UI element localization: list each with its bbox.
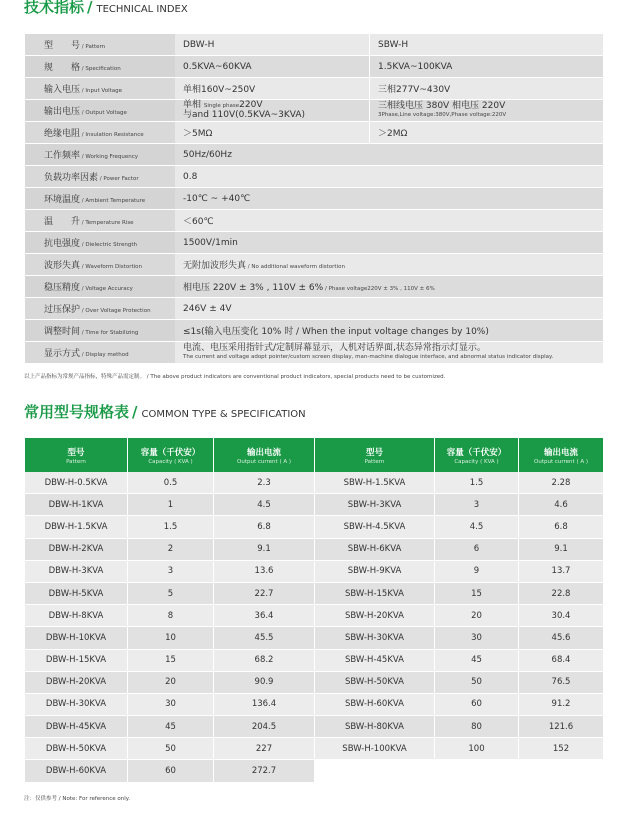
table-cell: 10 bbox=[128, 627, 214, 649]
output-sbw-en: 3Phase,Line voltage:380V,Phase voltage:220V bbox=[378, 111, 507, 118]
column-header bbox=[435, 438, 519, 472]
spec-value-cn: 电流、电压采用指针式/定制屏幕显示，人机对话界面,状态异常指示灯显示。 bbox=[183, 342, 486, 353]
table-cell: 20 bbox=[128, 672, 214, 694]
spec-label-cn: 规 格 bbox=[44, 63, 81, 73]
table-cell: 13.6 bbox=[214, 561, 315, 583]
table-cell: DBW-H-60KVA bbox=[25, 760, 128, 782]
spec-label-cn: 调整时间 bbox=[44, 327, 81, 337]
table-cell: 1 bbox=[128, 494, 214, 516]
footnote-en: Note: For reference only. bbox=[62, 796, 130, 802]
table-row bbox=[25, 539, 603, 561]
spec-value-merged: 相电压 220V ± 3% , 110V ± 6% / Phase voltage220V ± 3% , 110V ± 6% bbox=[175, 276, 603, 298]
spec-label-en: Dielectric Strength bbox=[85, 242, 137, 248]
table-cell: SBW-H-30KVA bbox=[315, 627, 435, 649]
table-row bbox=[25, 694, 603, 716]
table-cell: 3 bbox=[128, 561, 214, 583]
table-cell: 227 bbox=[214, 738, 315, 760]
column-header-en: Capacity ( KVA ) bbox=[148, 458, 193, 465]
column-header-en: Capacity ( KVA ) bbox=[454, 458, 499, 465]
spec-row bbox=[25, 122, 603, 144]
spec-row bbox=[25, 78, 603, 100]
spec-value-dbw: ＞5MΩ bbox=[175, 122, 369, 144]
spec-row bbox=[25, 254, 603, 276]
table-cell: DBW-H-8KVA bbox=[25, 605, 128, 627]
table-cell: 76.5 bbox=[519, 672, 603, 694]
table-cell: 80 bbox=[435, 716, 519, 738]
table-cell: 6.8 bbox=[519, 516, 603, 538]
table-cell: 272.7 bbox=[214, 760, 315, 782]
table-cell: 30 bbox=[435, 627, 519, 649]
column-header bbox=[315, 438, 435, 472]
spec-value-cn: 相电压 220V ± 3% , 110V ± 6% bbox=[183, 283, 324, 293]
spec-value-merged bbox=[175, 210, 603, 232]
spec-row bbox=[25, 34, 603, 56]
table-cell: SBW-H-9KVA bbox=[315, 561, 435, 583]
table-cell: 60 bbox=[128, 760, 214, 782]
spec-value-cn: 0.8 bbox=[183, 171, 198, 182]
table-cell: 22.7 bbox=[214, 583, 315, 605]
table-cell: 5 bbox=[128, 583, 214, 605]
table-cell: 45.5 bbox=[214, 627, 315, 649]
spec-label-cn: 输入电压 bbox=[44, 85, 81, 95]
common-type-table bbox=[25, 438, 603, 783]
output-dbw-line2: 与and 110V(0.5KVA~3KVA) bbox=[183, 110, 306, 120]
spec-value-merged bbox=[175, 166, 603, 188]
table-cell bbox=[435, 760, 519, 782]
table-cell: 68.2 bbox=[214, 650, 315, 672]
spec-value-merged bbox=[175, 342, 603, 364]
spec-label: 调整时间 / Time for Stabilizing bbox=[25, 320, 175, 342]
table-cell: 4.5 bbox=[214, 494, 315, 516]
table-cell: 45 bbox=[128, 716, 214, 738]
table-row bbox=[25, 583, 603, 605]
table-cell: 13.7 bbox=[519, 561, 603, 583]
table-row bbox=[25, 494, 603, 516]
spec-label-en: Insulation Resistance bbox=[85, 132, 144, 138]
table-cell: 121.6 bbox=[519, 716, 603, 738]
technical-title-cn: 技术指标 bbox=[24, 0, 85, 16]
table-cell: SBW-H-6KVA bbox=[315, 539, 435, 561]
spec-label-en: Voltage Accuracy bbox=[85, 286, 133, 292]
spec-value-sbw: SBW-H bbox=[370, 34, 603, 56]
table-header-row bbox=[25, 438, 603, 472]
table-cell: 50 bbox=[435, 672, 519, 694]
table-cell: 45 bbox=[435, 650, 519, 672]
table-cell: SBW-H-80KVA bbox=[315, 716, 435, 738]
output-dbw-value: 220V bbox=[239, 100, 263, 110]
spec-label-cn: 稳压精度 bbox=[44, 283, 81, 293]
spec-label-cn: 抗电强度 bbox=[44, 239, 81, 249]
spec-label: 温 升 / Temperature Rise bbox=[25, 210, 175, 232]
spec-note-en: The above product indicators are conventional product indicators, special products need to be customized. bbox=[150, 374, 446, 380]
spec-label: 负载功率因素 / Power Factor bbox=[25, 166, 175, 188]
spec-value-sbw: 三相277V~430V bbox=[370, 78, 603, 100]
table-cell: 9 bbox=[435, 561, 519, 583]
table-cell: 30 bbox=[128, 694, 214, 716]
column-header-cn: 输出电流 bbox=[543, 447, 578, 458]
table-cell: 6.8 bbox=[214, 516, 315, 538]
spec-label-cn: 显示方式 bbox=[44, 349, 81, 359]
spec-label-en: Waveform Distortion bbox=[85, 264, 142, 270]
spec-label-cn: 输出电压 bbox=[44, 107, 81, 117]
table-row bbox=[25, 561, 603, 583]
table-row bbox=[25, 716, 603, 738]
table-cell: 45.6 bbox=[519, 627, 603, 649]
table-cell: 3 bbox=[435, 494, 519, 516]
table-cell: SBW-H-45KVA bbox=[315, 650, 435, 672]
output-dbw-en: Single phase bbox=[203, 103, 240, 109]
table-cell: SBW-H-50KVA bbox=[315, 672, 435, 694]
spec-label-cn: 负载功率因素 bbox=[44, 173, 99, 183]
technical-title-en: TECHNICAL INDEX bbox=[96, 4, 188, 15]
spec-row bbox=[25, 320, 603, 342]
spec-value-sbw: 1.5KVA~100KVA bbox=[370, 56, 603, 78]
table-cell: 36.4 bbox=[214, 605, 315, 627]
table-row bbox=[25, 472, 603, 494]
table-cell: 90.9 bbox=[214, 672, 315, 694]
spec-label-cn: 型 号 bbox=[44, 41, 81, 51]
table-cell: 50 bbox=[128, 738, 214, 760]
table-cell: 6 bbox=[435, 539, 519, 561]
table-cell: DBW-H-15KVA bbox=[25, 650, 128, 672]
spec-value-cn: 50Hz/60Hz bbox=[183, 149, 232, 160]
table-cell: SBW-H-4.5KVA bbox=[315, 516, 435, 538]
spec-label-cn: 温 升 bbox=[44, 217, 81, 227]
spec-label-en: Power Factor bbox=[103, 176, 139, 182]
technical-index-title bbox=[24, 0, 188, 17]
column-header-en: Output current ( A ) bbox=[534, 458, 588, 465]
spec-label-cn: 环境温度 bbox=[44, 195, 81, 205]
output-dbw-prefix: 单相 bbox=[183, 100, 202, 110]
table-cell: SBW-H-100KVA bbox=[315, 738, 435, 760]
table-cell: 1.5 bbox=[128, 516, 214, 538]
spec-label: 绝缘电阻 / Insulation Resistance bbox=[25, 122, 175, 144]
spec-label: 抗电强度 / Dielectric Strength bbox=[25, 232, 175, 254]
spec-label-cn: 波形失真 bbox=[44, 261, 81, 271]
spec-label: 稳压精度 / Voltage Accuracy bbox=[25, 276, 175, 298]
table-cell: 2 bbox=[128, 539, 214, 561]
spec-note: 以上产品指标为常规产品指标，特殊产品需定制。 / The above product indicators are conventional product indicators, special products need to be customized. bbox=[24, 374, 446, 380]
title-slash: / bbox=[87, 0, 93, 16]
spec-label: 显示方式 / Display method bbox=[25, 342, 175, 364]
output-sbw-cn: 三相线电压 380V 相电压 220V bbox=[378, 100, 506, 111]
spec-label: 输入电压 / Input Voltage bbox=[25, 78, 175, 100]
spec-row bbox=[25, 56, 603, 78]
table-cell: 20 bbox=[435, 605, 519, 627]
footnote-cn: 注：仅供参考 bbox=[24, 796, 58, 802]
column-header bbox=[214, 438, 315, 472]
column-header-en: Pattern bbox=[364, 458, 385, 465]
table-cell: 68.4 bbox=[519, 650, 603, 672]
table-cell: SBW-H-1.5KVA bbox=[315, 472, 435, 494]
spec-value-merged bbox=[175, 144, 603, 166]
spec-label: 型 号 / Pattern bbox=[25, 34, 175, 56]
common-title-cn: 常用型号规格表 bbox=[24, 403, 130, 421]
column-header bbox=[25, 438, 128, 472]
spec-label: 过压保护 / Over Voltage Protection bbox=[25, 298, 175, 320]
table-cell: 15 bbox=[435, 583, 519, 605]
table-cell: 4.5 bbox=[435, 516, 519, 538]
spec-value-sbw bbox=[370, 100, 603, 122]
spec-value-dbw: DBW-H bbox=[175, 34, 369, 56]
spec-value-cn: -10℃ ~ +40℃ bbox=[183, 193, 251, 204]
table-row bbox=[25, 738, 603, 760]
table-cell: DBW-H-50KVA bbox=[25, 738, 128, 760]
table-cell: 60 bbox=[435, 694, 519, 716]
spec-value-merged bbox=[175, 298, 603, 320]
spec-value-en: The current and voltage adopt pointer/custom screen display, man-machine dialogue interface, and abnormal status indicator display. bbox=[183, 353, 554, 360]
spec-label-en: Specification bbox=[85, 66, 121, 72]
table-row bbox=[25, 760, 603, 782]
spec-label-cn: 过压保护 bbox=[44, 305, 81, 315]
spec-label-en: Pattern bbox=[85, 44, 106, 50]
table-cell: 204.5 bbox=[214, 716, 315, 738]
spec-note-cn: 以上产品指标为常规产品指标，特殊产品需定制。 bbox=[24, 374, 146, 380]
table-row bbox=[25, 516, 603, 538]
common-type-title bbox=[24, 401, 306, 422]
table-cell bbox=[315, 760, 435, 782]
spec-label: 波形失真 / Waveform Distortion bbox=[25, 254, 175, 276]
spec-label: 输出电压 / Output Voltage bbox=[25, 100, 175, 122]
table-cell: SBW-H-15KVA bbox=[315, 583, 435, 605]
column-header-cn: 型号 bbox=[67, 447, 85, 458]
spec-label-en: Temperature Rise bbox=[85, 220, 134, 226]
spec-value-dbw: 0.5KVA~60KVA bbox=[175, 56, 369, 78]
spec-label-cn: 工作频率 bbox=[44, 151, 81, 161]
spec-value-cn: 1500V/1min bbox=[183, 237, 238, 248]
spec-row bbox=[25, 210, 603, 232]
spec-row bbox=[25, 342, 603, 364]
table-cell bbox=[519, 760, 603, 782]
spec-row bbox=[25, 276, 603, 298]
spec-value-merged bbox=[175, 232, 603, 254]
table-cell: DBW-H-10KVA bbox=[25, 627, 128, 649]
table-cell: DBW-H-45KVA bbox=[25, 716, 128, 738]
spec-value-cn: 246V ± 4V bbox=[183, 303, 232, 314]
table-cell: DBW-H-2KVA bbox=[25, 539, 128, 561]
spec-row bbox=[25, 166, 603, 188]
spec-value-merged bbox=[175, 188, 603, 210]
table-cell: SBW-H-60KVA bbox=[315, 694, 435, 716]
column-header-en: Pattern bbox=[66, 458, 86, 465]
table-cell: 2.3 bbox=[214, 472, 315, 494]
table-cell: 2.28 bbox=[519, 472, 603, 494]
spec-row bbox=[25, 232, 603, 254]
spec-row bbox=[25, 298, 603, 320]
table-cell: 30.4 bbox=[519, 605, 603, 627]
table-row bbox=[25, 605, 603, 627]
column-header bbox=[519, 438, 603, 472]
spec-label: 环境温度 / Ambient Temperature bbox=[25, 188, 175, 210]
spec-label-en: Input Voltage bbox=[85, 88, 122, 94]
table-cell: SBW-H-3KVA bbox=[315, 494, 435, 516]
spec-label-en: Ambient Temperature bbox=[85, 198, 146, 204]
spec-label-en: Output Voltage bbox=[85, 110, 127, 116]
table-row bbox=[25, 627, 603, 649]
spec-value-en: Phase voltage220V ± 3% , 110V ± 6% bbox=[328, 286, 435, 292]
spec-label: 工作频率 / Working Frequency bbox=[25, 144, 175, 166]
spec-value-dbw bbox=[175, 100, 369, 122]
spec-label-en: Working Frequency bbox=[85, 154, 138, 160]
spec-value-merged: 无附加波形失真 / No additional waveform distortion bbox=[175, 254, 603, 276]
column-header-cn: 容量（千伏安） bbox=[446, 447, 507, 458]
table-cell: 8 bbox=[128, 605, 214, 627]
table-cell: 9.1 bbox=[519, 539, 603, 561]
table-cell: 136.4 bbox=[214, 694, 315, 716]
spec-row bbox=[25, 188, 603, 210]
spec-value-sbw: ＞2MΩ bbox=[370, 122, 603, 144]
table-cell: SBW-H-20KVA bbox=[315, 605, 435, 627]
column-header bbox=[128, 438, 214, 472]
table-cell: DBW-H-1KVA bbox=[25, 494, 128, 516]
table-cell: DBW-H-30KVA bbox=[25, 694, 128, 716]
table-cell: 9.1 bbox=[214, 539, 315, 561]
table-cell: 4.6 bbox=[519, 494, 603, 516]
technical-index-table bbox=[25, 34, 603, 364]
column-header-cn: 输出电流 bbox=[246, 447, 281, 458]
title-slash: / bbox=[132, 403, 138, 421]
spec-label: 规 格 / Specification bbox=[25, 56, 175, 78]
table-cell: 100 bbox=[435, 738, 519, 760]
table-cell: DBW-H-0.5KVA bbox=[25, 472, 128, 494]
table-cell: 15 bbox=[128, 650, 214, 672]
table-cell: 22.8 bbox=[519, 583, 603, 605]
spec-value-cn: ＜60℃ bbox=[183, 217, 214, 227]
footnote: 注：仅供参考 / Note: For reference only. bbox=[24, 796, 130, 802]
common-title-en: COMMON TYPE & SPECIFICATION bbox=[141, 409, 306, 420]
table-cell: 91.2 bbox=[519, 694, 603, 716]
spec-value-en: No additional waveform distortion bbox=[251, 264, 345, 270]
column-header-en: Output current ( A ) bbox=[237, 458, 291, 465]
table-cell: 152 bbox=[519, 738, 603, 760]
spec-label-en: Over Voltage Protection bbox=[85, 308, 151, 314]
spec-label-en: Time for Stabilizing bbox=[85, 330, 139, 336]
spec-value-merged bbox=[175, 320, 603, 342]
table-cell: DBW-H-20KVA bbox=[25, 672, 128, 694]
table-cell: DBW-H-3KVA bbox=[25, 561, 128, 583]
table-cell: 0.5 bbox=[128, 472, 214, 494]
spec-value-cn: ≤1s(输入电压变化 10% 时 / When the input voltage changes by 10%) bbox=[183, 327, 489, 337]
spec-row bbox=[25, 100, 603, 122]
column-header-cn: 型号 bbox=[365, 447, 383, 458]
spec-row bbox=[25, 144, 603, 166]
table-cell: DBW-H-5KVA bbox=[25, 583, 128, 605]
spec-label-en: Display method bbox=[85, 352, 129, 358]
spec-label-cn: 绝缘电阻 bbox=[44, 129, 81, 139]
spec-value-cn: 无附加波形失真 bbox=[183, 261, 247, 271]
table-row bbox=[25, 650, 603, 672]
table-row bbox=[25, 672, 603, 694]
table-cell: 1.5 bbox=[435, 472, 519, 494]
spec-value-dbw: 单相160V~250V bbox=[175, 78, 369, 100]
column-header-cn: 容量（千伏安） bbox=[140, 447, 201, 458]
table-cell: DBW-H-1.5KVA bbox=[25, 516, 128, 538]
